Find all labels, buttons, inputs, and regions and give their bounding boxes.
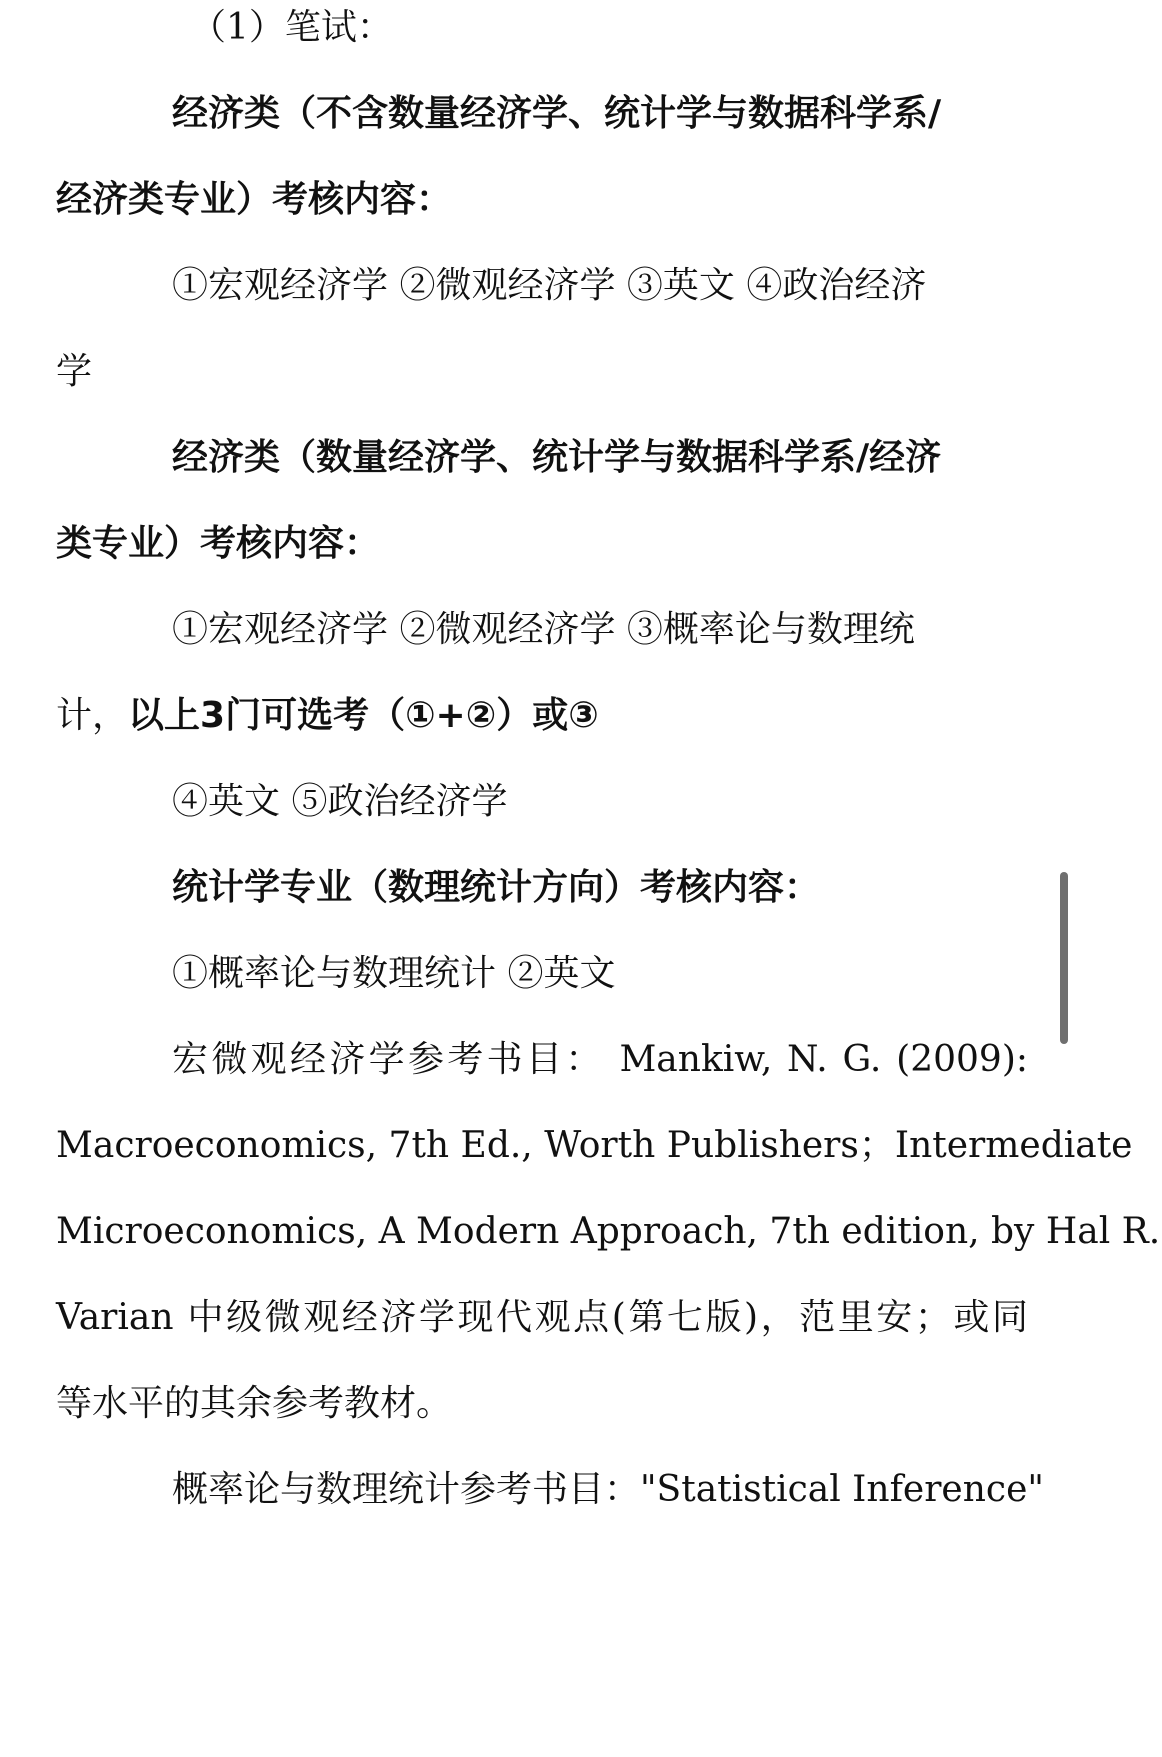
stats-references-line1: 概率论与数理统计参考书目："Statistical Inference" <box>172 1469 1044 1510</box>
econ-references-line4: Varian 中级微观经济学现代观点(第七版)，范里安；或同 <box>56 1297 1028 1338</box>
statistics-heading: 统计学专业（数理统计方向）考核内容： <box>172 867 821 908</box>
quant-econ-heading-line2: 类专业）考核内容： <box>56 523 381 564</box>
econ-subjects-line1: ①宏观经济学 ②微观经济学 ③英文 ④政治经济 <box>172 265 927 306</box>
quant-econ-subjects-line1: ①宏观经济学 ②微观经济学 ③概率论与数理统 <box>172 609 915 650</box>
quant-econ-heading-line1: 经济类（数量经济学、统计学与数据科学系/经济 <box>172 437 942 478</box>
econ-references-line2: Macroeconomics, 7th Ed., Worth Publishers；Intermediate <box>56 1125 1133 1166</box>
econ-references-line3: Microeconomics, A Modern Approach, 7th edition, by Hal R. <box>56 1211 1161 1252</box>
quant-econ-optional-note: 以上3门可选考（①+②）或③ <box>128 695 599 736</box>
econ-references-line5: 等水平的其余参考教材。 <box>56 1383 453 1424</box>
quant-econ-subjects-line3: ④英文 ⑤政治经济学 <box>172 781 508 822</box>
econ-category-heading-line2: 经济类专业）考核内容： <box>56 179 453 220</box>
econ-category-heading-line1: 经济类（不含数量经济学、统计学与数据科学系/ <box>172 93 942 134</box>
econ-references-line1: 宏微观经济学参考书目： Mankiw, N. G. (2009): <box>172 1039 1028 1080</box>
vertical-scrollbar[interactable] <box>1060 872 1068 1044</box>
quant-econ-subjects-text: 计， <box>56 695 129 736</box>
quant-econ-subjects-line2 <box>56 688 1028 744</box>
statistics-subjects: ①概率论与数理统计 ②英文 <box>172 953 616 994</box>
section-heading-written-exam: （1）笔试： <box>190 7 393 48</box>
econ-subjects-line2: 学 <box>56 351 93 392</box>
